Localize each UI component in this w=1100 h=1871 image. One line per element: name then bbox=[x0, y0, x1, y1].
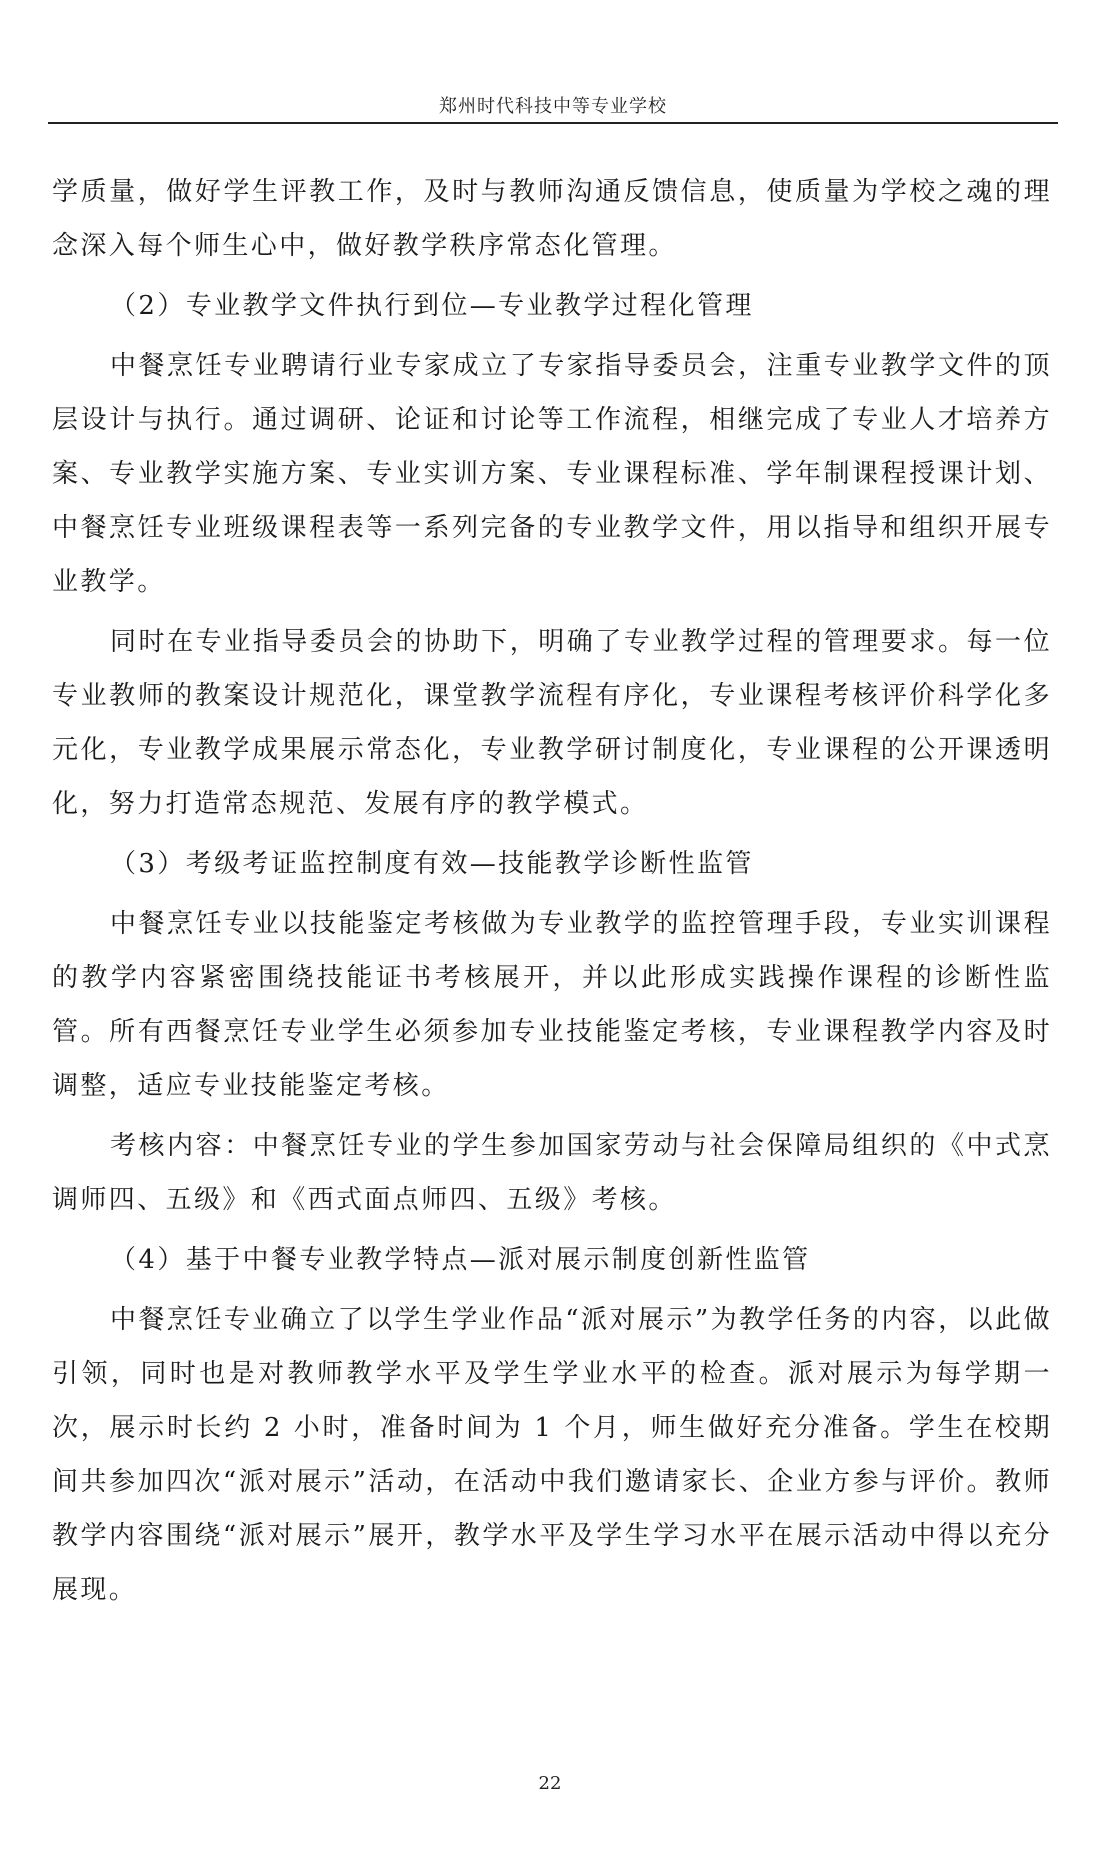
section-heading-4: （4）基于中餐专业教学特点—派对展示制度创新性监管 bbox=[110, 1245, 811, 1275]
section-heading-3: （3）考级考证监控制度有效—技能教学诊断性监管 bbox=[110, 849, 754, 879]
paragraph: 中餐烹饪专业聘请行业专家成立了专家指导委员会，注重专业教学文件的顶层设计与执行。通过调研、论证和讨论等工作流程，相继完成了专业人才培养方案、专业教学实施方案、专业实训方案、专业课程标准、学年制课程授课计划、中餐烹饪专业班级课程表等一系列完备的专业教学文件，用以指导和组织开展专业教学。 bbox=[52, 351, 1052, 597]
paragraph: 同时在专业指导委员会的协助下，明确了专业教学过程的管理要求。每一位专业教师的教案设计规范化，课堂教学流程有序化，专业课程考核评价科学化多元化，专业教学成果展示常态化，专业教学研讨制度化，专业课程的公开课透明化，努力打造常态规范、发展有序的教学模式。 bbox=[52, 627, 1052, 819]
page-number: 22 bbox=[538, 1773, 562, 1794]
paragraph: 考核内容：中餐烹饪专业的学生参加国家劳动与社会保障局组织的《中式烹调师四、五级》和《西式面点师四、五级》考核。 bbox=[52, 1131, 1052, 1215]
paragraph: 中餐烹饪专业以技能鉴定考核做为专业教学的监控管理手段，专业实训课程的教学内容紧密围绕技能证书考核展开，并以此形成实践操作课程的诊断性监管。所有西餐烹饪专业学生必须参加专业技能鉴定考核，专业课程教学内容及时调整，适应专业技能鉴定考核。 bbox=[52, 909, 1052, 1101]
section-heading-2: （2）专业教学文件执行到位—专业教学过程化管理 bbox=[110, 291, 754, 321]
paragraph: 中餐烹饪专业确立了以学生学业作品“派对展示”为教学任务的内容，以此做引领，同时也是对教师教学水平及学生学业水平的检查。派对展示为每学期一次，展示时长约 2 小时，准备时间为 1 个月，师生做好充分准备。学生在校期间共参加四次“派对展示”活动，在活动中我们邀请家长、企业方参与评价。教师教学内容围绕“派对展示”展开，教学水平及学生学习水平在展示活动中得以充分展现。 bbox=[52, 1305, 1052, 1605]
paragraph-continued: 学质量，做好学生评教工作，及时与教师沟通反馈信息，使质量为学校之魂的理念深入每个师生心中，做好教学秩序常态化管理。 bbox=[52, 177, 1052, 261]
running-header: 郑州时代科技中等专业学校 bbox=[439, 96, 667, 117]
document-body bbox=[52, 165, 1052, 1623]
header-rule bbox=[48, 122, 1058, 124]
